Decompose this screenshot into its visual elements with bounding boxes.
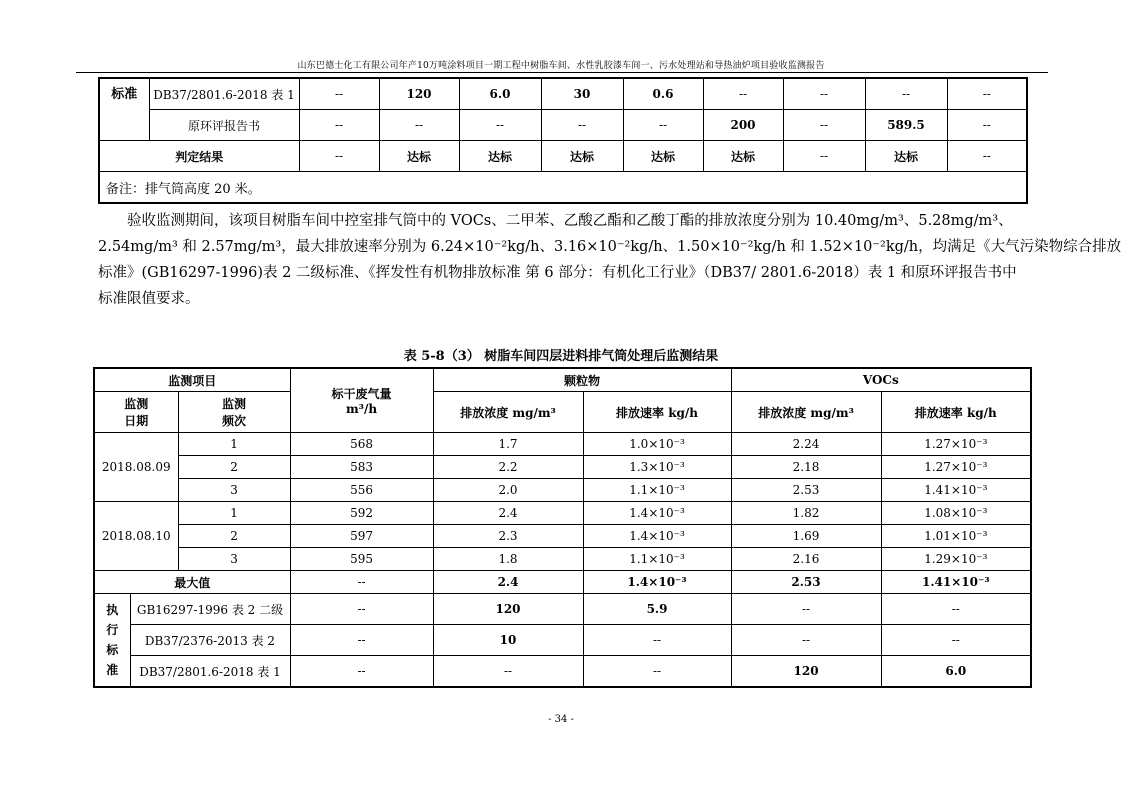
flow-cell: 597 [290,525,433,548]
summary-paragraph [98,208,1122,312]
freq-cell: 3 [178,548,290,571]
pm-conc-cell: 2.4 [433,502,583,525]
pm-rate-cell: 1.3×10⁻³ [583,456,731,479]
standard-row [94,594,1031,625]
table-cell: 120 [379,78,459,110]
pm-conc-cell: 2.3 [433,525,583,548]
table-cell: -- [623,110,703,141]
standard-name: 原环评报告书 [149,110,299,141]
table-cell: 589.5 [865,110,947,141]
std-pm-conc: 10 [433,625,583,656]
table-row [94,548,1031,571]
table-row [94,456,1031,479]
paragraph-line: 标准》(GB16297-1996)表 2 二级标准、《挥发性有机物排放标准 第 6 部分：有机化工行业》（DB37/ 2801.6-2018）表 1 和原环评报告书中 [98,265,1017,281]
date-cell: 2018.08.10 [94,502,178,571]
standard-label: 标准 [99,78,149,141]
monitoring-results-table [93,367,1032,688]
result-cell: -- [947,141,1027,172]
standard-name: DB37/2801.6-2018 表 1 [130,656,290,688]
freq-cell: 2 [178,456,290,479]
voc-rate-cell: 1.29×10⁻³ [881,548,1031,571]
voc-rate-cell: 1.27×10⁻³ [881,433,1031,456]
flow-cell: 568 [290,433,433,456]
std-pm-rate: -- [583,656,731,688]
max-pm-rate: 1.4×10⁻³ [583,571,731,594]
freq-cell: 1 [178,502,290,525]
flow-cell: 592 [290,502,433,525]
table-cell: -- [299,110,379,141]
table-cell: -- [783,78,865,110]
date-cell: 2018.08.09 [94,433,178,502]
standard-row [94,656,1031,688]
top-row [99,78,1027,110]
pm-rate-cell: 1.4×10⁻³ [583,525,731,548]
freq-cell: 1 [178,433,290,456]
std-pm-conc: 120 [433,594,583,625]
result-cell: 达标 [703,141,783,172]
top-row [99,110,1027,141]
pm-rate-cell: 1.1×10⁻³ [583,548,731,571]
voc-rate-cell: 1.41×10⁻³ [881,479,1031,502]
table-cell: -- [703,78,783,110]
page-number: - 34 - [548,714,574,725]
paragraph-line: 标准限值要求。 [98,291,200,307]
voc-rate-header: 排放速率 kg/h [881,392,1031,433]
report-header: 山东巴德士化工有限公司年产10万吨涂料项目一期工程中树脂车间、水性乳胶漆车间一、污水处理站和导热油炉项目验收监测报告 [297,61,825,71]
table-cell: -- [541,110,623,141]
standard-name: GB16297-1996 表 2 二级 [130,594,290,625]
voc-conc-cell: 2.24 [731,433,881,456]
table-cell: 0.6 [623,78,703,110]
table-cell: -- [459,110,541,141]
result-cell: 达标 [623,141,703,172]
table-cell: -- [865,78,947,110]
result-cell: -- [299,141,379,172]
std-voc-conc: 120 [731,656,881,688]
note-row [99,172,1027,204]
table-cell: 30 [541,78,623,110]
freq-cell: 2 [178,525,290,548]
note-text: 备注：排气筒高度 20 米。 [99,172,1027,204]
std-pm-rate: -- [583,625,731,656]
standards-label: 执 行 标 准 [94,594,130,688]
std-flow: -- [290,656,433,688]
top-standards-table [98,77,1028,204]
pm-conc-cell: 1.8 [433,548,583,571]
monitor-item-header: 监测项目 [94,368,290,392]
table-row [94,433,1031,456]
max-label: 最大值 [94,571,290,594]
pm-group-header: 颗粒物 [433,368,731,392]
flow-cell: 595 [290,548,433,571]
result-cell: -- [783,141,865,172]
standard-name: DB37/2376-2013 表 2 [130,625,290,656]
result-cell: 达标 [541,141,623,172]
table-cell: -- [783,110,865,141]
pm-conc-header: 排放浓度 mg/m³ [433,392,583,433]
voc-conc-cell: 2.18 [731,456,881,479]
voc-rate-cell: 1.27×10⁻³ [881,456,1031,479]
voc-conc-cell: 2.53 [731,479,881,502]
voc-conc-cell: 1.69 [731,525,881,548]
table-cell: -- [299,78,379,110]
pm-conc-cell: 2.2 [433,456,583,479]
header-row-1 [94,368,1031,392]
pm-conc-cell: 2.0 [433,479,583,502]
std-voc-conc: -- [731,625,881,656]
pm-rate-header: 排放速率 kg/h [583,392,731,433]
table-row [94,479,1031,502]
flow-header: 标干废气量 m³/h [290,368,433,433]
date-header: 监测 日期 [94,392,178,433]
freq-cell: 3 [178,479,290,502]
table-row [94,502,1031,525]
table-cell: 6.0 [459,78,541,110]
table-row [94,525,1031,548]
result-cell: 达标 [865,141,947,172]
std-voc-rate: -- [881,594,1031,625]
std-voc-rate: -- [881,625,1031,656]
pm-rate-cell: 1.0×10⁻³ [583,433,731,456]
std-pm-rate: 5.9 [583,594,731,625]
std-pm-conc: -- [433,656,583,688]
pm-rate-cell: 1.4×10⁻³ [583,502,731,525]
voc-group-header: VOCs [731,368,1031,392]
max-voc-conc: 2.53 [731,571,881,594]
standard-name: DB37/2801.6-2018 表 1 [149,78,299,110]
std-voc-rate: 6.0 [881,656,1031,688]
header-rule [76,72,1048,73]
std-voc-conc: -- [731,594,881,625]
result-row [99,141,1027,172]
voc-conc-cell: 1.82 [731,502,881,525]
flow-cell: 556 [290,479,433,502]
std-flow: -- [290,625,433,656]
paragraph-line: 验收监测期间，该项目树脂车间中控室排气筒中的 VOCs、二甲苯、乙酸乙酯和乙酸丁酯的排放浓度分别为 10.40mg/m³、5.28mg/m³、 [98,213,1013,229]
voc-rate-cell: 1.08×10⁻³ [881,502,1031,525]
table-caption: 表 5-8（3） 树脂车间四层进料排气筒处理后监测结果 [403,349,719,364]
freq-header: 监测 频次 [178,392,290,433]
header-row-2 [94,392,1031,433]
flow-cell: 583 [290,456,433,479]
voc-rate-cell: 1.01×10⁻³ [881,525,1031,548]
pm-rate-cell: 1.1×10⁻³ [583,479,731,502]
result-label: 判定结果 [99,141,299,172]
result-cell: 达标 [459,141,541,172]
standard-row [94,625,1031,656]
table-cell: -- [947,78,1027,110]
max-flow: -- [290,571,433,594]
paragraph-line: 2.54mg/m³ 和 2.57mg/m³，最大排放速率分别为 6.24×10⁻²kg/h、3.16×10⁻²kg/h、1.50×10⁻²kg/h 和 1.52×10⁻²kg/h，均满足《大气污染物综合排放 [98,239,1122,255]
table-cell: -- [379,110,459,141]
table-cell: 200 [703,110,783,141]
max-voc-rate: 1.41×10⁻³ [881,571,1031,594]
voc-conc-header: 排放浓度 mg/m³ [731,392,881,433]
std-flow: -- [290,594,433,625]
result-cell: 达标 [379,141,459,172]
max-pm-conc: 2.4 [433,571,583,594]
voc-conc-cell: 2.16 [731,548,881,571]
max-row [94,571,1031,594]
pm-conc-cell: 1.7 [433,433,583,456]
table-cell: -- [947,110,1027,141]
